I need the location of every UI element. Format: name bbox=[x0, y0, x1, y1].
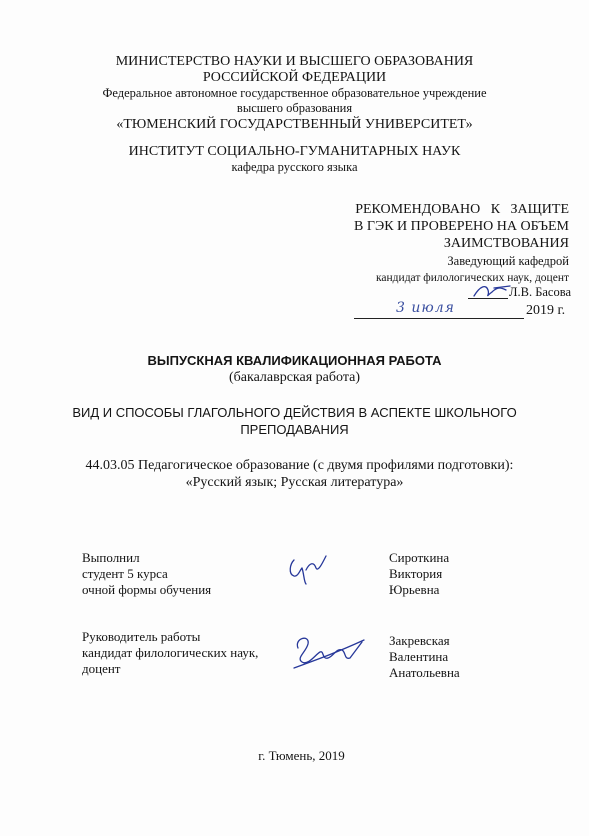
supervisor-label-3: доцент bbox=[82, 661, 121, 676]
approval-year: 2019 г. bbox=[526, 303, 566, 318]
university-name: «ТЮМЕНСКИЙ ГОСУДАРСТВЕННЫЙ УНИВЕРСИТЕТ» bbox=[116, 117, 473, 132]
supervisor-name-2: Валентина bbox=[389, 649, 449, 664]
author-label-1: Выполнил bbox=[82, 550, 140, 565]
head-name: Л.В. Басова bbox=[509, 285, 571, 299]
author-name-3: Юрьевна bbox=[389, 582, 440, 597]
approval-line-1: РЕКОМЕНДОВАНО К ЗАЩИТЕ bbox=[355, 202, 569, 217]
program-line-1: 44.03.05 Педагогическое образование (с двумя профилями подготовки): bbox=[85, 458, 514, 473]
work-subtype: (бакалаврская работа) bbox=[228, 370, 360, 385]
institute-name: ИНСТИТУТ СОЦИАЛЬНО-ГУМАНИТАРНЫХ НАУК bbox=[128, 144, 461, 159]
author-signature bbox=[284, 550, 334, 586]
work-type: ВЫПУСКНАЯ КВАЛИФИКАЦИОННАЯ РАБОТА bbox=[147, 353, 442, 368]
head-signature bbox=[470, 280, 514, 302]
date-line bbox=[354, 318, 524, 319]
approval-line-2: В ГЭК И ПРОВЕРЕНО НА ОБЪЕМ bbox=[354, 219, 569, 234]
department-name: кафедра русского языка bbox=[231, 160, 358, 174]
topic-line-2: ПРЕПОДАВАНИЯ bbox=[240, 422, 349, 437]
ministry-line-2: РОССИЙСКОЙ ФЕДЕРАЦИИ bbox=[202, 70, 387, 85]
supervisor-label-1: Руководитель работы bbox=[82, 629, 201, 644]
handwritten-date: 3 июля bbox=[396, 300, 455, 316]
approval-line-3: ЗАИМСТВОВАНИЯ bbox=[443, 236, 569, 251]
institution-line-1: Федеральное автономное государственное образовательное учреждение bbox=[102, 86, 487, 100]
author-label-3: очной формы обучения bbox=[82, 582, 212, 597]
supervisor-label-2: кандидат филологических наук, bbox=[82, 645, 259, 660]
supervisor-name-1: Закревская bbox=[389, 633, 450, 648]
topic-line-1: ВИД И СПОСОБЫ ГЛАГОЛЬНОГО ДЕЙСТВИЯ В АСПЕКТЕ ШКОЛЬНОГО bbox=[72, 405, 517, 420]
city-year: г. Тюмень, 2019 bbox=[258, 748, 345, 763]
ministry-line-1: МИНИСТЕРСТВО НАУКИ И ВЫСШЕГО ОБРАЗОВАНИЯ bbox=[115, 54, 474, 69]
author-name-2: Виктория bbox=[389, 566, 443, 581]
author-name-1: Сироткина bbox=[389, 550, 450, 565]
author-label-2: студент 5 курса bbox=[82, 566, 168, 581]
approval-degree: кандидат филологических наук, доцент bbox=[376, 272, 569, 284]
supervisor-name-3: Анатольевна bbox=[389, 665, 460, 680]
program-line-2: «Русский язык; Русская литература» bbox=[185, 475, 404, 490]
supervisor-signature bbox=[286, 630, 370, 672]
institution-line-2: высшего образования bbox=[236, 101, 353, 115]
approval-role: Заведующий кафедрой bbox=[447, 254, 569, 268]
